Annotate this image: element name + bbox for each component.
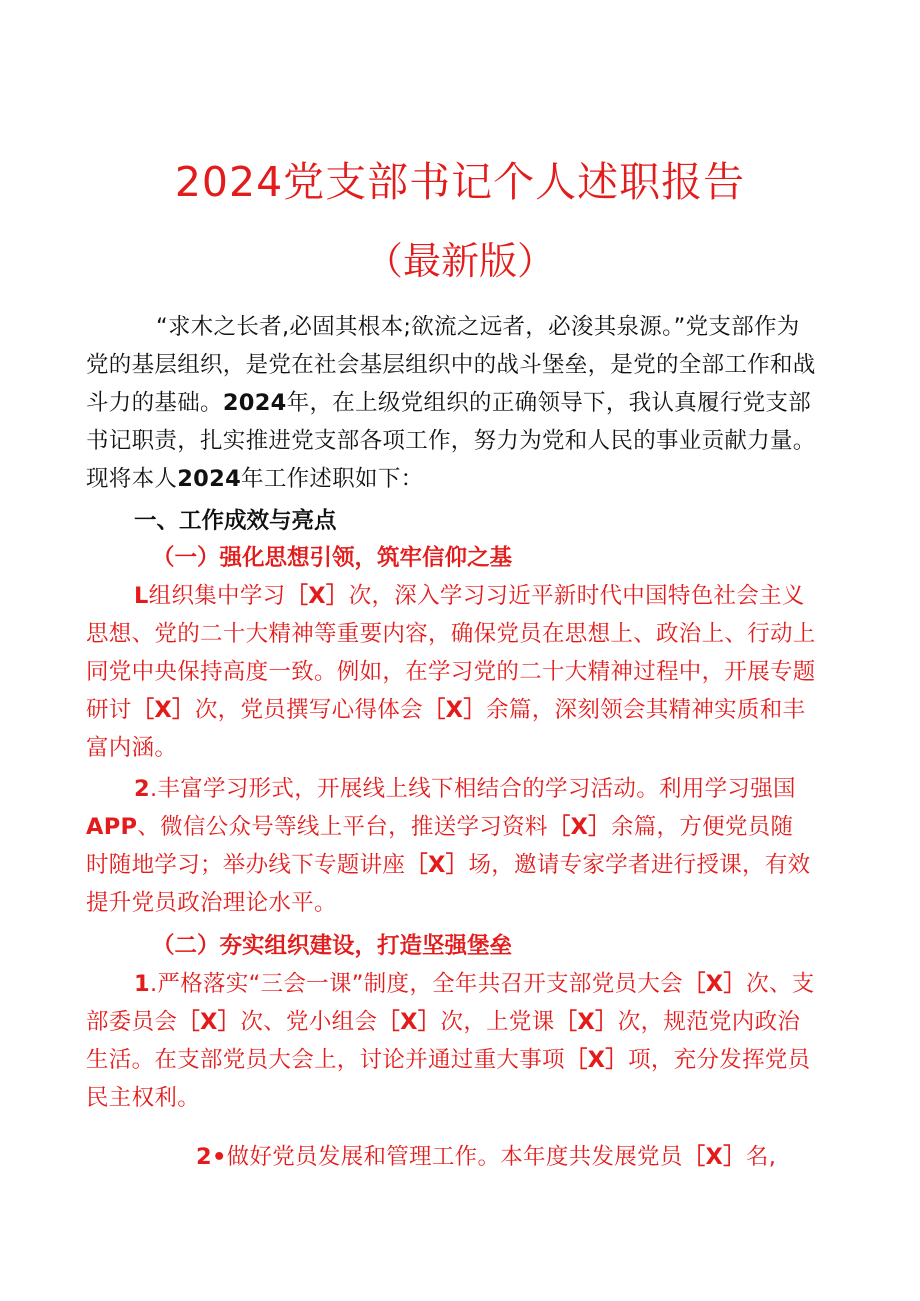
placeholder-x: ［X］ [682, 1144, 746, 1170]
item-2-text-d: 场，邀请专家学者进行授课，有效提升党员政治理论水平。 [86, 852, 811, 916]
item-4-text-b: 名, [745, 1144, 777, 1170]
placeholder-x: ［X］ [177, 1009, 241, 1035]
placeholder-x: ［X］ [377, 1009, 441, 1035]
item-3-text-e: 次，规范党内政治生活。在支部党员大会上，讨论并通过重大事项 [86, 1009, 801, 1073]
item-4-text-a: 做好党员发展和管理工作。本年度共发展党员 [226, 1144, 683, 1170]
item-3-text-a: .严格落实“三会一课”制度，全年共召开支部党员大会 [149, 971, 683, 997]
placeholder-x: ［X］ [682, 971, 747, 997]
intro-paragraph [86, 308, 816, 498]
placeholder-x: ［X］ [564, 1047, 629, 1073]
placeholder-x: ［X］ [422, 697, 487, 723]
placeholder-x: ［X］ [554, 1009, 618, 1035]
section-heading-1: 一、工作成效与亮点 [134, 508, 337, 534]
placeholder-x: ［X］ [547, 814, 611, 840]
item-3-text-c: 次、党小组会 [240, 1009, 378, 1035]
placeholder-x: ［X］ [405, 852, 469, 878]
document-title: 2024党支部书记个人述职报告 [174, 158, 746, 207]
item-4-paragraph [196, 1138, 776, 1176]
item-2-text-c: 余篇，方便党员随时随地学习；举办线下专题讲座 [86, 814, 794, 878]
item-1-number: L [134, 583, 149, 609]
item-1-text-a: 组织集中学习 [148, 583, 286, 609]
placeholder-x: ［X］ [131, 697, 195, 723]
intro-text-1: “求木之长者,必固其根本;欲流之远者，必浚其泉源。”党支部作为党的基层组织，是党在社会基层组织中的战斗堡垒，是党的全部工作和战斗力的基础。 [86, 314, 816, 416]
intro-year-2: 2024 [177, 466, 242, 492]
item-1-text-d: 余篇，深刻领会其精神实质和丰富内涵。 [86, 697, 806, 761]
item-3-number: 1 [134, 971, 150, 997]
item-2-paragraph [86, 770, 816, 922]
item-1-text-b: 次，深入学习习近平新时代中国特色社会主义思想、党的二十大精神等重要内容，确保党员在思想上、政治上、行动上同党中央保持高度一致。例如，在学习党的二十大精神过程中，开展专题研讨 [86, 583, 816, 723]
subsection-heading-2: （二）夯实组织建设，打造坚强堡垒 [152, 933, 513, 959]
placeholder-x: ［X］ [285, 583, 349, 609]
item-2-text-b: 、微信公众号等线上平台，推送学习资料 [137, 814, 548, 840]
item-3-text-f: 项，充分发挥党员民主权利。 [86, 1047, 811, 1111]
item-3-text-d: 次，上党课 [440, 1009, 555, 1035]
intro-text-2: 年，在上级党组织的正确领导下，我认真履行党支部书记职责，扎实推进党支部各项工作，努力为党和人民的事业贡献力量。现将本人 [86, 390, 816, 492]
intro-text-3: 年工作述职如下： [241, 466, 424, 492]
item-3-text-b: 次、支部委员会 [86, 971, 815, 1035]
intro-year-1: 2024 [222, 390, 287, 416]
item-4-number: 2• [196, 1144, 227, 1170]
item-2-text-a: .丰富学习形式，开展线上线下相结合的学习活动。利用学习强国 [149, 776, 796, 802]
document-subtitle: （最新版） [364, 238, 555, 283]
subsection-heading-1: （一）强化思想引领，筑牢信仰之基 [152, 545, 513, 571]
item-2-app: APP [86, 814, 138, 840]
item-2-number: 2 [134, 776, 150, 802]
item-1-paragraph [86, 577, 816, 767]
item-1-text-c: 次，党员撰写心得体会 [194, 697, 423, 723]
item-3-paragraph [86, 965, 816, 1117]
